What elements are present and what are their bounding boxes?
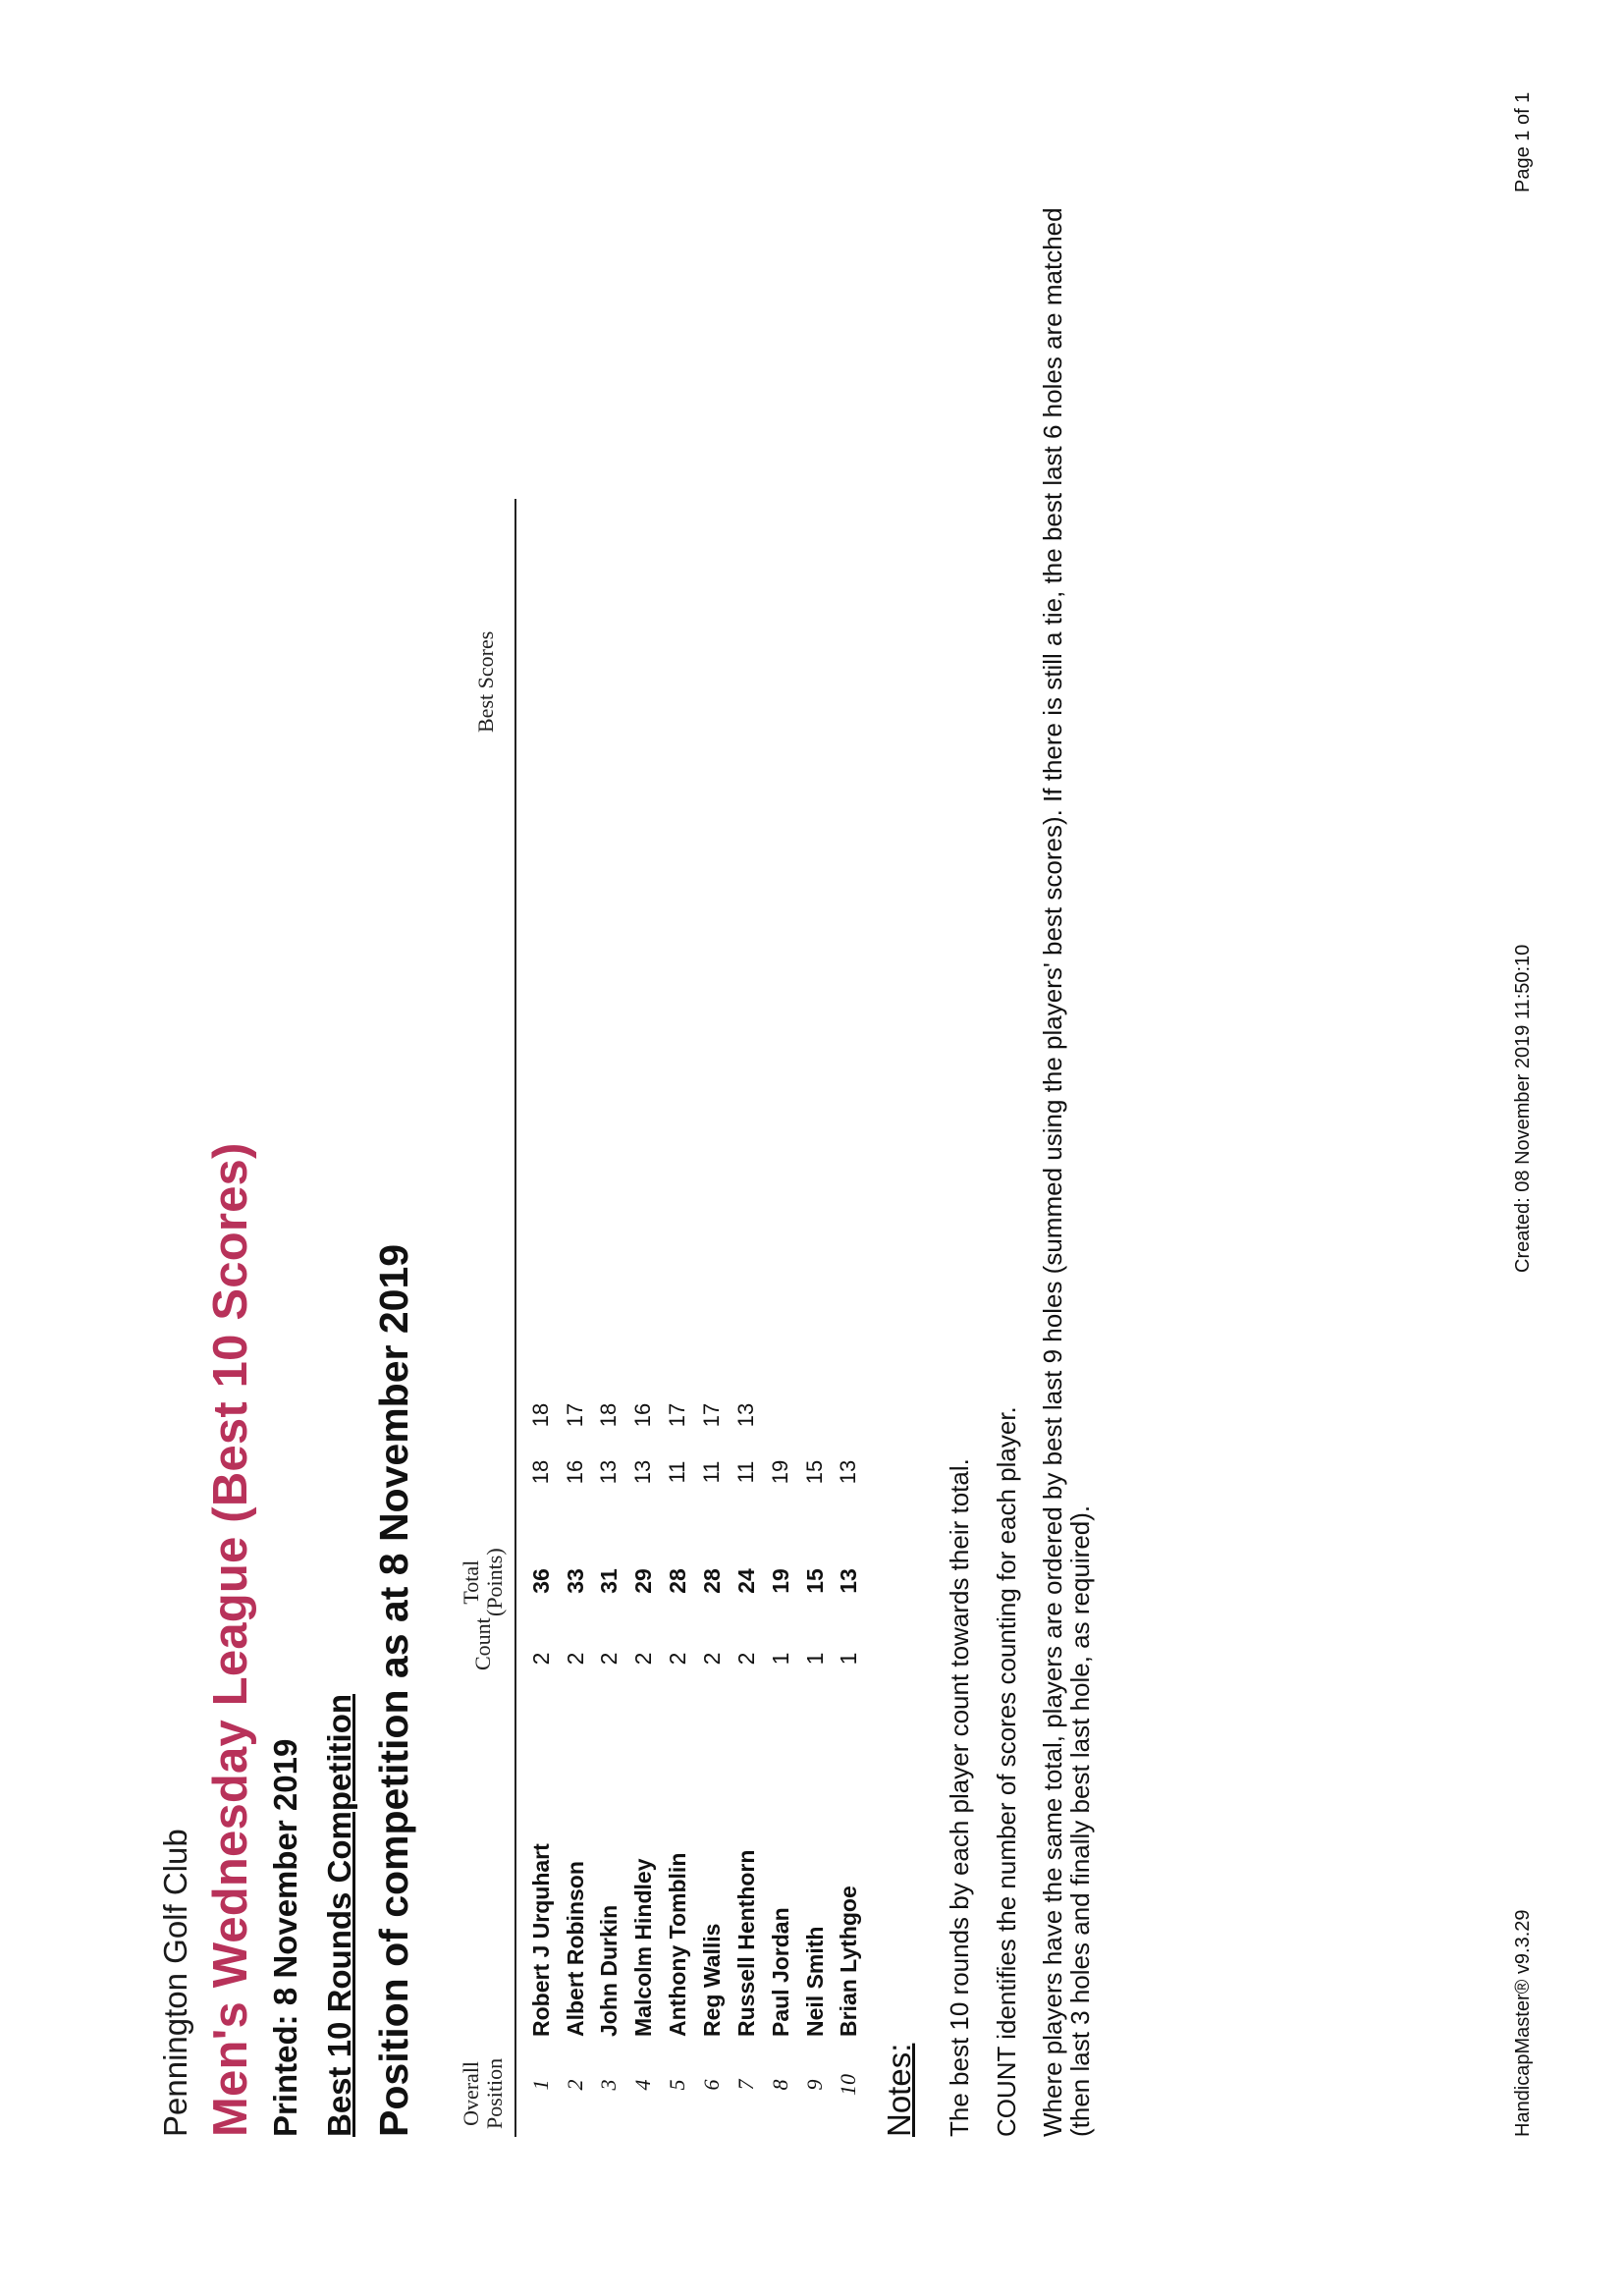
row-player-name: Neil Smith: [802, 1926, 828, 2037]
row-score-2: 17: [699, 1402, 724, 1428]
header-overall-position: [460, 2058, 507, 2129]
row-position: 5: [665, 2079, 689, 2091]
footer-page-number: Page 1 of 1: [1512, 91, 1534, 192]
row-score-1: 13: [836, 1459, 860, 1485]
row-score-1: 11: [665, 1460, 689, 1484]
row-count: 2: [528, 1652, 554, 1666]
notes-heading: Notes:: [881, 2043, 917, 2137]
row-position: 3: [596, 2079, 621, 2091]
row-player-name: Robert J Urquhart: [528, 1843, 554, 2037]
row-position: 10: [836, 2074, 860, 2096]
row-score-1: 13: [596, 1459, 621, 1485]
header-total-line1: Total: [459, 1559, 483, 1605]
row-position: 8: [768, 2079, 792, 2091]
header-total-line2: (Points): [482, 1548, 507, 1616]
row-position: 7: [733, 2079, 758, 2091]
row-total: 29: [630, 1568, 656, 1594]
row-count: 1: [768, 1652, 793, 1666]
row-score-1: 19: [768, 1459, 792, 1485]
competition-name: Best 10 Rounds Competition: [321, 1693, 357, 2137]
row-score-1: 11: [699, 1460, 724, 1484]
row-score-2: 18: [528, 1402, 553, 1428]
row-total: 33: [563, 1568, 588, 1594]
note-line-2: COUNT identifies the number of scores counting for each player.: [992, 1406, 1021, 2137]
row-total: 36: [528, 1568, 554, 1594]
row-total: 31: [596, 1568, 622, 1594]
row-score-2: 18: [596, 1402, 621, 1428]
row-count: 2: [563, 1652, 588, 1666]
row-position: 4: [630, 2079, 655, 2091]
row-player-name: Reg Wallis: [699, 1923, 725, 2037]
row-total: 15: [802, 1568, 828, 1594]
footer-software-version: HandicapMaster® v9.3.29: [1512, 1909, 1534, 2137]
row-count: 2: [596, 1652, 622, 1666]
row-count: 2: [665, 1652, 690, 1666]
header-total-points: [460, 1548, 507, 1616]
row-player-name: Anthony Tomblin: [665, 1852, 690, 2037]
header-count: Count: [470, 1617, 495, 1670]
header-divider: [514, 499, 516, 2137]
row-player-name: John Durkin: [596, 1904, 622, 2037]
row-count: 2: [733, 1652, 759, 1666]
footer-created-date: Created: 08 November 2019 11:50:10: [1512, 944, 1534, 1273]
row-position: 1: [528, 2079, 553, 2091]
row-score-2: 16: [630, 1402, 655, 1428]
position-heading: Position of competition as at 8 November 2019: [371, 1243, 416, 2137]
row-position: 9: [802, 2079, 827, 2091]
row-score-1: 18: [528, 1459, 553, 1485]
row-score-1: 16: [563, 1459, 587, 1485]
row-total: 24: [733, 1568, 759, 1594]
row-player-name: Albert Robinson: [563, 1861, 588, 2037]
row-count: 1: [802, 1652, 828, 1666]
row-total: 19: [768, 1568, 793, 1594]
row-score-2: 17: [665, 1402, 689, 1428]
club-name: Pennington Golf Club: [157, 1829, 193, 2137]
row-count: 1: [836, 1652, 861, 1666]
note-line-1: The best 10 rounds by each player count towards their total.: [945, 1458, 974, 2137]
row-count: 2: [699, 1652, 725, 1666]
row-score-1: 13: [630, 1459, 655, 1485]
printed-date: Printed: 8 November 2019: [267, 1738, 303, 2137]
row-player-name: Russell Henthorn: [733, 1849, 759, 2037]
header-overall-line1: Overall: [459, 2060, 483, 2126]
header-position-line2: Position: [482, 2057, 507, 2129]
row-count: 2: [630, 1652, 656, 1666]
row-total: 13: [836, 1568, 861, 1594]
row-player-name: Malcolm Hindley: [630, 1858, 656, 2037]
row-total: 28: [699, 1568, 725, 1594]
row-position: 6: [699, 2079, 724, 2091]
row-score-1: 15: [802, 1459, 827, 1485]
league-title: Men's Wednesday League (Best 10 Scores): [204, 1142, 257, 2137]
row-score-2: 13: [733, 1402, 758, 1428]
row-score-2: 17: [563, 1402, 587, 1428]
row-score-1: 11: [733, 1460, 758, 1484]
header-best-scores: Best Scores: [473, 630, 498, 733]
row-player-name: Paul Jordan: [768, 1907, 793, 2037]
note-line-3: Where players have the same total, players are ordered by best last 9 holes (summed using the players' best scores). If there is still a tie, the best last 6 holes are matched (then last 3 holes and finally best last hole, as required).: [1038, 207, 1095, 2137]
row-position: 2: [563, 2079, 587, 2091]
row-player-name: Brian Lythgoe: [836, 1886, 861, 2037]
row-total: 28: [665, 1568, 690, 1594]
